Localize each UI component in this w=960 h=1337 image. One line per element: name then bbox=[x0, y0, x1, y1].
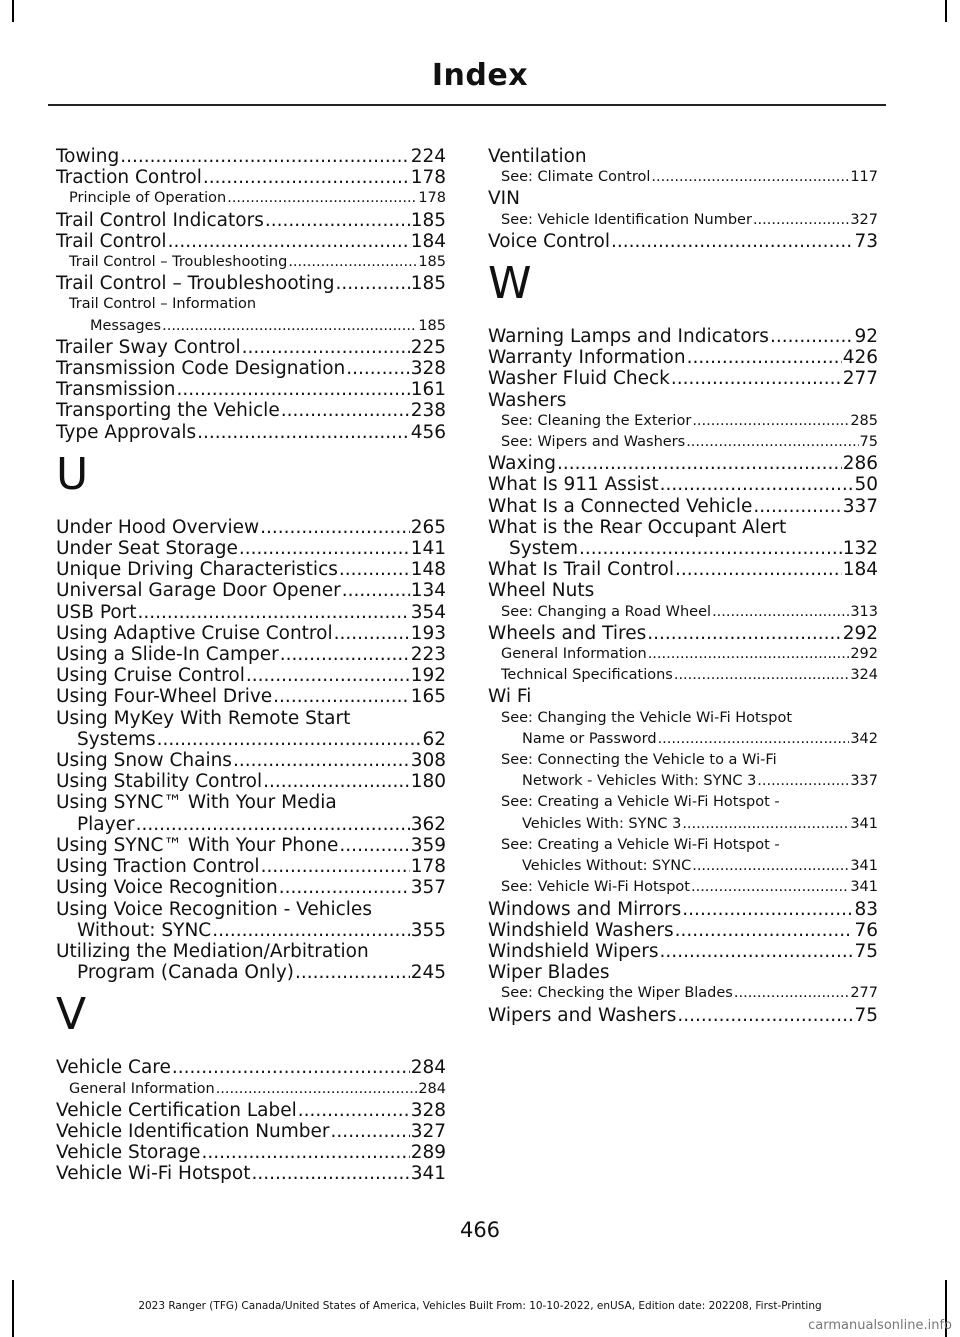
index-page-ref[interactable]: 92 bbox=[854, 326, 878, 348]
index-entry-continuation: Messages bbox=[90, 317, 162, 334]
index-entry[interactable] bbox=[488, 1005, 878, 1026]
index-entry-label: Under Hood Overview bbox=[56, 516, 260, 538]
index-entry[interactable] bbox=[488, 368, 878, 389]
index-entry[interactable] bbox=[56, 167, 446, 188]
index-entry-label: Using MyKey With Remote Start bbox=[56, 707, 351, 729]
index-entry-label: Transporting the Vehicle bbox=[56, 400, 280, 422]
index-page-ref[interactable]: 238 bbox=[410, 400, 446, 422]
index-page-ref[interactable]: 62 bbox=[422, 728, 446, 750]
index-entry-continuation: Without: SYNC bbox=[77, 919, 212, 941]
dot-leader bbox=[197, 422, 410, 443]
dot-leader bbox=[279, 877, 410, 898]
index-entry-label: Towing bbox=[56, 146, 120, 167]
index-entry-label: Using Voice Recognition - Vehicles bbox=[56, 898, 372, 920]
index-entry-label: Using Cruise Control bbox=[56, 665, 245, 687]
index-page-ref[interactable]: 75 bbox=[859, 434, 878, 451]
index-page-ref[interactable]: 178 bbox=[410, 167, 446, 189]
index-entry[interactable] bbox=[488, 686, 878, 707]
dot-leader bbox=[346, 358, 409, 379]
index-subentry[interactable] bbox=[488, 411, 878, 432]
index-entry-label: Under Seat Storage bbox=[56, 538, 238, 560]
index-entry-label: USB Port bbox=[56, 601, 137, 623]
index-subentry[interactable] bbox=[488, 708, 878, 750]
index-page-ref[interactable]: 185 bbox=[418, 254, 446, 271]
index-entry[interactable] bbox=[56, 231, 446, 252]
dot-leader bbox=[753, 210, 849, 231]
dot-leader bbox=[273, 686, 410, 707]
index-entry-label: Vehicle Certification Label bbox=[56, 1099, 297, 1121]
index-entry-label: VIN bbox=[488, 188, 520, 210]
index-page-ref[interactable]: 225 bbox=[410, 336, 446, 358]
index-entry-label: See: Changing a Road Wheel bbox=[501, 603, 712, 620]
index-entry[interactable] bbox=[56, 538, 446, 559]
index-page-ref[interactable]: 354 bbox=[410, 601, 446, 623]
index-entry[interactable] bbox=[56, 750, 446, 771]
index-page-ref[interactable]: 185 bbox=[410, 209, 446, 231]
index-entry[interactable] bbox=[488, 453, 878, 474]
index-page-ref[interactable]: 285 bbox=[850, 412, 878, 429]
index-entry[interactable] bbox=[56, 623, 446, 644]
index-page-ref[interactable]: 341 bbox=[410, 1163, 446, 1185]
index-page-ref[interactable]: 185 bbox=[410, 273, 446, 295]
index-entry-label: Wipers and Washers bbox=[488, 1004, 677, 1026]
index-entry[interactable] bbox=[488, 559, 878, 580]
dot-leader bbox=[162, 316, 417, 337]
index-page-ref[interactable]: 337 bbox=[850, 773, 878, 790]
index-entry-label: Using a Slide-In Camper bbox=[56, 644, 279, 666]
index-entry-label: Washer Fluid Check bbox=[488, 368, 670, 390]
index-entry[interactable] bbox=[488, 231, 878, 252]
index-entry-label: Transmission Code Designation bbox=[56, 358, 346, 380]
index-entry-label: Using Traction Control bbox=[56, 856, 260, 878]
index-page-ref[interactable]: 265 bbox=[410, 516, 446, 538]
index-page-ref[interactable]: 148 bbox=[410, 559, 446, 581]
index-entry-label: Washers bbox=[488, 389, 567, 411]
index-entry-label: See: Changing the Vehicle Wi-Fi Hotspot bbox=[501, 709, 793, 726]
dot-leader bbox=[682, 899, 853, 920]
index-page-ref[interactable]: 117 bbox=[850, 169, 878, 186]
dot-leader bbox=[157, 729, 422, 750]
index-page-ref[interactable]: 180 bbox=[410, 771, 446, 793]
index-page-ref[interactable]: 342 bbox=[850, 730, 878, 747]
dot-leader bbox=[336, 273, 410, 294]
dot-leader bbox=[682, 814, 849, 835]
index-page-ref[interactable]: 75 bbox=[854, 940, 878, 962]
index-entry[interactable] bbox=[488, 941, 878, 962]
index-entry-label: See: Checking the Wiper Blades bbox=[501, 985, 733, 1002]
index-entry[interactable] bbox=[56, 1100, 446, 1121]
index-page-ref[interactable]: 165 bbox=[410, 686, 446, 708]
index-subentry[interactable] bbox=[488, 167, 878, 188]
index-page-ref[interactable]: 292 bbox=[850, 646, 878, 663]
dot-leader bbox=[557, 453, 842, 474]
index-subentry[interactable] bbox=[488, 792, 878, 834]
index-page-ref[interactable]: 161 bbox=[410, 379, 446, 401]
index-page-ref[interactable]: 141 bbox=[410, 538, 446, 560]
dot-leader bbox=[753, 496, 841, 517]
index-entry-label: See: Vehicle Identification Number bbox=[501, 211, 752, 228]
watermark: carmanualsonline.info bbox=[808, 1318, 952, 1333]
index-page-ref[interactable]: 341 bbox=[850, 879, 878, 896]
index-entry-label: Trail Control bbox=[56, 230, 167, 252]
dot-leader bbox=[260, 517, 410, 538]
header-divider bbox=[48, 104, 886, 106]
index-entry[interactable] bbox=[56, 146, 446, 167]
crop-mark-top-right bbox=[945, 0, 947, 22]
index-entry-label: Wheels and Tires bbox=[488, 622, 647, 644]
dot-leader bbox=[334, 623, 410, 644]
index-page-ref[interactable]: 337 bbox=[842, 495, 878, 517]
index-entry-label: Vehicle Identification Number bbox=[56, 1120, 330, 1142]
index-entry[interactable] bbox=[56, 686, 446, 707]
index-entry-label: Waxing bbox=[488, 453, 557, 475]
index-subentry[interactable] bbox=[56, 188, 446, 209]
index-entry[interactable] bbox=[488, 623, 878, 644]
index-page-ref[interactable]: 324 bbox=[850, 667, 878, 684]
index-entry[interactable] bbox=[56, 337, 446, 358]
index-entry-label: Technical Specifications bbox=[501, 667, 673, 684]
dot-leader bbox=[120, 146, 409, 167]
index-entry[interactable] bbox=[56, 210, 446, 231]
index-entry-label: Vehicle Wi-Fi Hotspot bbox=[56, 1163, 251, 1185]
index-entry-label: Trailer Sway Control bbox=[56, 336, 241, 358]
index-entry[interactable] bbox=[488, 920, 878, 941]
index-entry-continuation: System bbox=[509, 538, 578, 560]
index-entry[interactable] bbox=[488, 517, 878, 559]
dot-leader bbox=[239, 538, 410, 559]
index-entry-label: Transmission bbox=[56, 379, 176, 401]
index-entry-label: Using SYNC™ With Your Phone bbox=[56, 834, 339, 856]
index-entry-label: See: Wipers and Washers bbox=[501, 434, 686, 451]
index-subentry[interactable] bbox=[488, 665, 878, 686]
dot-leader bbox=[168, 231, 410, 252]
dot-leader bbox=[263, 771, 410, 792]
index-entry-label: Trail Control Indicators bbox=[56, 209, 264, 231]
index-subentry[interactable] bbox=[488, 983, 878, 1004]
dot-leader bbox=[647, 623, 841, 644]
index-entry-label: See: Creating a Vehicle Wi-Fi Hotspot - bbox=[501, 794, 780, 811]
index-page-ref[interactable]: 284 bbox=[418, 1080, 446, 1097]
dot-leader bbox=[216, 1079, 418, 1100]
index-entry-label: Principle of Operation bbox=[69, 190, 227, 207]
index-entry-continuation: Vehicles With: SYNC 3 bbox=[522, 815, 682, 832]
index-page-ref[interactable]: 185 bbox=[418, 317, 446, 334]
dot-leader bbox=[339, 559, 410, 580]
index-entry[interactable] bbox=[56, 400, 446, 421]
index-entry-label: Traction Control bbox=[56, 167, 202, 189]
index-entry-label: Using Adaptive Cruise Control bbox=[56, 622, 333, 644]
index-entry-label: Wiper Blades bbox=[488, 962, 610, 984]
index-entry-continuation: Name or Password bbox=[522, 730, 657, 747]
dot-leader bbox=[691, 877, 849, 898]
index-page-ref[interactable]: 178 bbox=[410, 856, 446, 878]
index-page-ref[interactable]: 426 bbox=[842, 347, 878, 369]
index-entry[interactable] bbox=[488, 899, 878, 920]
dot-leader bbox=[675, 920, 854, 941]
index-column-right bbox=[488, 146, 878, 1026]
index-entry[interactable] bbox=[56, 941, 446, 983]
index-entry-continuation: Systems bbox=[77, 728, 156, 750]
index-entry-label: Warranty Information bbox=[488, 347, 686, 369]
dot-leader bbox=[671, 368, 842, 389]
index-entry[interactable] bbox=[56, 580, 446, 601]
index-page-ref[interactable]: 76 bbox=[854, 919, 878, 941]
index-page-ref[interactable]: 327 bbox=[410, 1120, 446, 1142]
index-entry-label: General Information bbox=[69, 1080, 215, 1097]
page-number: 466 bbox=[459, 1218, 501, 1242]
index-entry-label: See: Creating a Vehicle Wi-Fi Hotspot - bbox=[501, 836, 780, 853]
index-subentry[interactable] bbox=[488, 644, 878, 665]
index-page-ref[interactable]: 192 bbox=[410, 665, 446, 687]
index-entry-label: Using SYNC™ With Your Media bbox=[56, 792, 337, 814]
index-entry-label: Wheel Nuts bbox=[488, 580, 595, 602]
dot-leader bbox=[342, 580, 410, 601]
index-page-ref[interactable]: 328 bbox=[410, 1099, 446, 1121]
index-page-ref[interactable]: 50 bbox=[854, 474, 878, 496]
index-entry-label: Voice Control bbox=[488, 230, 610, 252]
index-page-ref[interactable]: 355 bbox=[410, 919, 446, 941]
index-entry-label: See: Vehicle Wi-Fi Hotspot bbox=[501, 879, 690, 896]
dot-leader bbox=[712, 602, 849, 623]
index-column-left bbox=[56, 146, 446, 1185]
index-page-ref[interactable]: 245 bbox=[410, 962, 446, 984]
index-page-ref[interactable]: 223 bbox=[410, 644, 446, 666]
section-letter: U bbox=[56, 448, 89, 500]
index-subentry[interactable] bbox=[488, 432, 878, 453]
index-entry-label: Trail Control – Troubleshooting bbox=[56, 273, 335, 295]
dot-leader bbox=[227, 188, 417, 209]
dot-leader bbox=[201, 1142, 409, 1163]
index-entry[interactable] bbox=[56, 358, 446, 379]
index-entry-label: Windows and Mirrors bbox=[488, 898, 682, 920]
index-entry[interactable] bbox=[56, 517, 446, 538]
dot-leader bbox=[203, 167, 410, 188]
index-page-ref[interactable]: 313 bbox=[850, 603, 878, 620]
dot-leader bbox=[660, 474, 854, 495]
index-entry[interactable] bbox=[56, 856, 446, 877]
index-page-ref[interactable]: 277 bbox=[842, 368, 878, 390]
index-entry[interactable] bbox=[56, 665, 446, 686]
dot-leader bbox=[298, 1100, 410, 1121]
index-entry[interactable] bbox=[488, 390, 878, 411]
dot-leader bbox=[686, 432, 858, 453]
index-entry[interactable] bbox=[56, 273, 446, 294]
index-entry-label: See: Cleaning the Exterior bbox=[501, 412, 692, 429]
dot-leader bbox=[288, 252, 417, 273]
dot-leader bbox=[677, 1005, 853, 1026]
dot-leader bbox=[660, 941, 854, 962]
index-entry[interactable] bbox=[488, 347, 878, 368]
index-subentry[interactable] bbox=[488, 877, 878, 898]
index-page-ref[interactable]: 184 bbox=[410, 230, 446, 252]
dot-leader bbox=[331, 1121, 410, 1142]
index-page-ref[interactable]: 75 bbox=[854, 1004, 878, 1026]
index-entry-label: What is the Rear Occupant Alert bbox=[488, 516, 787, 538]
dot-leader bbox=[295, 962, 410, 983]
dot-leader bbox=[172, 1057, 410, 1078]
index-entry[interactable] bbox=[56, 771, 446, 792]
index-entry-label: Wi Fi bbox=[488, 686, 532, 708]
index-entry[interactable] bbox=[488, 496, 878, 517]
index-entry-label: What Is a Connected Vehicle bbox=[488, 495, 753, 517]
index-entry[interactable] bbox=[56, 835, 446, 856]
dot-leader bbox=[252, 1163, 410, 1184]
index-entry[interactable] bbox=[56, 422, 446, 443]
dot-leader bbox=[212, 920, 409, 941]
index-entry[interactable] bbox=[488, 474, 878, 495]
index-entry-label: General Information bbox=[501, 646, 647, 663]
index-page-ref[interactable]: 327 bbox=[850, 211, 878, 228]
index-page-ref[interactable]: 308 bbox=[410, 750, 446, 772]
index-entry-label: Using Stability Control bbox=[56, 771, 263, 793]
dot-leader bbox=[658, 729, 850, 750]
dot-leader bbox=[242, 337, 410, 358]
index-page-ref[interactable]: 362 bbox=[410, 813, 446, 835]
footer-text: 2023 Ranger (TFG) Canada/United States of America, Vehicles Built From: 10-10-2022, enUSA, Edition date: 202208, First-Printing bbox=[138, 1300, 822, 1312]
index-entry-label: What Is Trail Control bbox=[488, 559, 675, 581]
index-entry-label: Ventilation bbox=[488, 146, 587, 167]
index-entry-label: See: Connecting the Vehicle to a Wi-Fi bbox=[501, 752, 777, 769]
index-entry[interactable] bbox=[56, 1142, 446, 1163]
index-page-ref[interactable]: 73 bbox=[854, 230, 878, 252]
index-entry-continuation: Network - Vehicles With: SYNC 3 bbox=[522, 773, 757, 790]
index-entry-label: Trail Control – Information bbox=[69, 296, 257, 313]
crop-mark-top-left bbox=[12, 0, 14, 22]
index-entry[interactable] bbox=[488, 580, 878, 601]
index-entry-label: Vehicle Care bbox=[56, 1057, 171, 1079]
section-letter: V bbox=[56, 989, 87, 1041]
index-entry[interactable] bbox=[56, 899, 446, 941]
dot-leader bbox=[233, 750, 410, 771]
dot-leader bbox=[177, 379, 410, 400]
index-page-ref[interactable]: 184 bbox=[842, 559, 878, 581]
index-entry[interactable] bbox=[56, 877, 446, 898]
index-entry-label: Trail Control – Troubleshooting bbox=[69, 254, 288, 271]
index-entry[interactable] bbox=[488, 326, 878, 347]
index-subentry[interactable] bbox=[488, 835, 878, 877]
dot-leader bbox=[687, 347, 842, 368]
index-entry-label: Using Snow Chains bbox=[56, 750, 232, 772]
dot-leader bbox=[281, 400, 410, 421]
index-entry[interactable] bbox=[488, 962, 878, 983]
index-entry[interactable] bbox=[56, 1163, 446, 1184]
index-entry-continuation: Player bbox=[77, 813, 135, 835]
index-entry-label: Universal Garage Door Opener bbox=[56, 580, 341, 602]
index-entry-label: Using Voice Recognition bbox=[56, 877, 278, 899]
index-entry-label: Using Four-Wheel Drive bbox=[56, 686, 273, 708]
index-subentry[interactable] bbox=[488, 750, 878, 792]
index-page-ref[interactable]: 328 bbox=[410, 358, 446, 380]
index-entry[interactable] bbox=[56, 559, 446, 580]
index-page-ref[interactable]: 286 bbox=[842, 453, 878, 475]
index-subentry[interactable] bbox=[56, 252, 446, 273]
dot-leader bbox=[611, 231, 853, 252]
index-page-ref[interactable]: 456 bbox=[410, 421, 446, 443]
index-entry-continuation: Vehicles Without: SYNC bbox=[522, 858, 692, 875]
index-entry-continuation: Program (Canada Only) bbox=[77, 962, 295, 984]
index-entry[interactable] bbox=[56, 644, 446, 665]
index-entry-label: Vehicle Storage bbox=[56, 1142, 201, 1164]
index-page-ref[interactable]: 224 bbox=[410, 146, 446, 167]
index-page-ref[interactable]: 357 bbox=[410, 877, 446, 899]
dot-leader bbox=[265, 210, 410, 231]
index-entry[interactable] bbox=[488, 188, 878, 209]
index-subentry[interactable] bbox=[488, 210, 878, 231]
index-subentry[interactable] bbox=[488, 602, 878, 623]
dot-leader bbox=[734, 983, 849, 1004]
index-page-ref[interactable]: 193 bbox=[410, 622, 446, 644]
dot-leader bbox=[261, 856, 410, 877]
dot-leader bbox=[675, 559, 842, 580]
index-subentry[interactable] bbox=[56, 1079, 446, 1100]
index-page-ref[interactable]: 359 bbox=[410, 834, 446, 856]
index-entry-label: See: Climate Control bbox=[501, 169, 651, 186]
index-entry[interactable] bbox=[56, 708, 446, 750]
dot-leader bbox=[692, 411, 849, 432]
index-entry[interactable] bbox=[56, 1121, 446, 1142]
index-page-ref[interactable]: 83 bbox=[854, 898, 878, 920]
index-page-ref[interactable]: 132 bbox=[842, 538, 878, 560]
index-entry[interactable] bbox=[56, 792, 446, 834]
dot-leader bbox=[770, 326, 854, 347]
index-entry-label: Windshield Washers bbox=[488, 919, 674, 941]
dot-leader bbox=[757, 771, 849, 792]
dot-leader bbox=[674, 665, 849, 686]
index-entry-label: Unique Driving Characteristics bbox=[56, 559, 338, 581]
index-page-ref[interactable]: 134 bbox=[410, 580, 446, 602]
section-letter: W bbox=[488, 258, 532, 310]
index-page-ref[interactable]: 289 bbox=[410, 1142, 446, 1164]
dot-leader bbox=[648, 644, 850, 665]
dot-leader bbox=[339, 835, 409, 856]
index-page-ref[interactable]: 178 bbox=[418, 190, 446, 207]
dot-leader bbox=[651, 167, 849, 188]
dot-leader bbox=[136, 814, 410, 835]
index-entry-label: Windshield Wipers bbox=[488, 940, 659, 962]
index-page-ref[interactable]: 341 bbox=[850, 858, 878, 875]
dot-leader bbox=[138, 602, 410, 623]
index-page-ref[interactable]: 292 bbox=[842, 622, 878, 644]
index-page-ref[interactable]: 341 bbox=[850, 815, 878, 832]
index-subentry[interactable] bbox=[56, 294, 446, 336]
index-page-ref[interactable]: 277 bbox=[850, 985, 878, 1002]
dot-leader bbox=[579, 538, 842, 559]
index-entry-label: What Is 911 Assist bbox=[488, 474, 659, 496]
dot-leader bbox=[280, 644, 410, 665]
index-entry[interactable] bbox=[488, 146, 878, 167]
index-page-ref[interactable]: 284 bbox=[410, 1057, 446, 1079]
index-entry[interactable] bbox=[56, 379, 446, 400]
index-entry-label: Warning Lamps and Indicators bbox=[488, 326, 769, 348]
index-entry-label: Utilizing the Mediation/Arbitration bbox=[56, 940, 369, 962]
dot-leader bbox=[692, 856, 849, 877]
dot-leader bbox=[246, 665, 410, 686]
page-title: Index bbox=[431, 58, 529, 93]
index-entry-label: Type Approvals bbox=[56, 421, 197, 443]
index-entry[interactable] bbox=[56, 602, 446, 623]
index-entry[interactable] bbox=[56, 1057, 446, 1078]
